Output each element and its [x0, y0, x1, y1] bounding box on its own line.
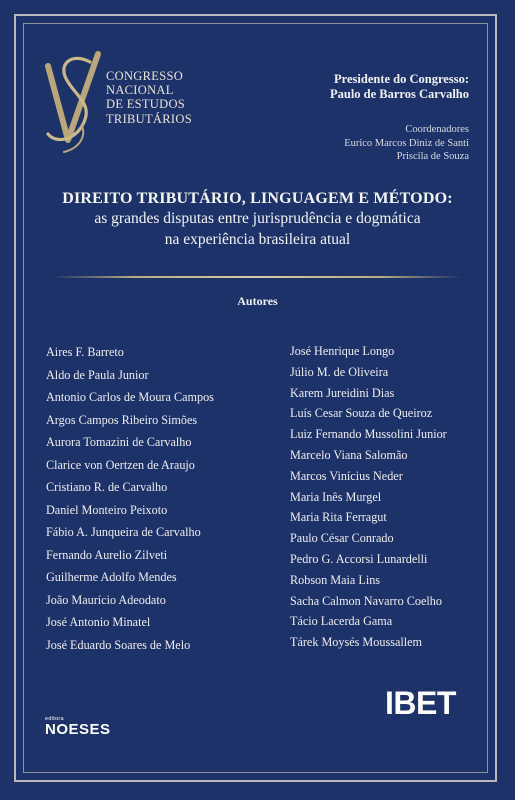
author-name: Robson Maia Lins	[290, 572, 381, 587]
publisher-prefix: editora	[45, 716, 64, 722]
congress-line: DE ESTUDOS	[106, 97, 186, 112]
author-name: Marcos Vinícius Neder	[290, 468, 403, 483]
author-name: Tárek Moysés Moussallem	[290, 635, 423, 650]
president-name: Paulo de Barros Carvalho	[329, 87, 469, 101]
author-name: Antonio Carlos de Moura Campos	[46, 390, 214, 404]
congress-name	[106, 69, 192, 126]
author-name: Guilherme Adolfo Mendes	[46, 570, 177, 584]
coordinators-block	[344, 123, 469, 164]
author-name: Daniel Monteiro Peixoto	[46, 502, 168, 517]
author-name: Aires F. Barreto	[46, 345, 124, 359]
author-name: Fábio A. Junqueira de Carvalho	[46, 525, 201, 539]
author-name: José Henrique Longo	[290, 344, 395, 358]
congress-line: CONGRESSO	[106, 69, 184, 83]
authors-list-left	[46, 341, 214, 656]
publisher-logo	[45, 716, 111, 738]
coordinator-name: Eurico Marcos Diniz de Santi	[344, 137, 469, 149]
congress-monogram-icon	[42, 48, 106, 160]
author-name: José Antonio Minatel	[46, 615, 151, 629]
author-name: Aldo de Paula Junior	[46, 367, 149, 382]
president-block	[330, 72, 469, 102]
author-name: Paulo César Conrado	[290, 531, 394, 546]
coordinator-name: Priscila de Souza	[396, 151, 469, 163]
title-subtitle-line: na experiência brasileira atual	[164, 231, 351, 248]
author-name: José Eduardo Soares de Melo	[46, 637, 191, 652]
author-name: Argos Campos Ribeiro Simões	[46, 412, 198, 427]
author-name: Pedro G. Accorsi Lunardelli	[290, 551, 428, 566]
author-name: João Maurício Adeodato	[46, 592, 166, 607]
congress-line: NACIONAL	[106, 83, 174, 98]
author-name: Luís Cesar Souza de Queiroz	[290, 406, 433, 421]
author-name: Maria Rita Ferragut	[290, 510, 387, 525]
author-name: Cristiano R. de Carvalho	[46, 480, 168, 494]
publisher-name: NOESES	[45, 721, 111, 738]
author-name: Luiz Fernando Mussolini Junior	[290, 427, 447, 442]
author-name: Júlio M. de Oliveira	[290, 364, 389, 379]
author-name: Maria Inês Murgel	[290, 489, 382, 504]
author-name: Karem Jureidini Dias	[290, 385, 395, 400]
author-name: Clarice von Oertzen de Araujo	[46, 457, 195, 472]
authors-list-right	[290, 341, 447, 653]
author-name: Marcelo Viana Salomão	[290, 447, 408, 462]
ibet-logo: IBET	[385, 685, 456, 721]
authors-heading: Autores	[237, 294, 278, 308]
book-title	[30, 190, 485, 250]
title-main: DIREITO TRIBUTÁRIO, LINGUAGEM E MÉTODO:	[62, 190, 453, 207]
author-name: Fernando Aurelio Zilveti	[46, 547, 168, 562]
president-label: Presidente do Congresso:	[334, 72, 469, 86]
author-name: Sacha Calmon Navarro Coelho	[290, 593, 442, 608]
author-name: Aurora Tomazini de Carvalho	[46, 435, 192, 449]
congress-line: TRIBUTÁRIOS	[106, 111, 192, 126]
gold-divider	[52, 276, 462, 278]
coordinators-label: Coordenadores	[405, 124, 469, 135]
author-name: Tácio Lacerda Gama	[290, 614, 393, 629]
title-subtitle-line: as grandes disputas entre jurisprudência e dogmática	[94, 210, 421, 227]
